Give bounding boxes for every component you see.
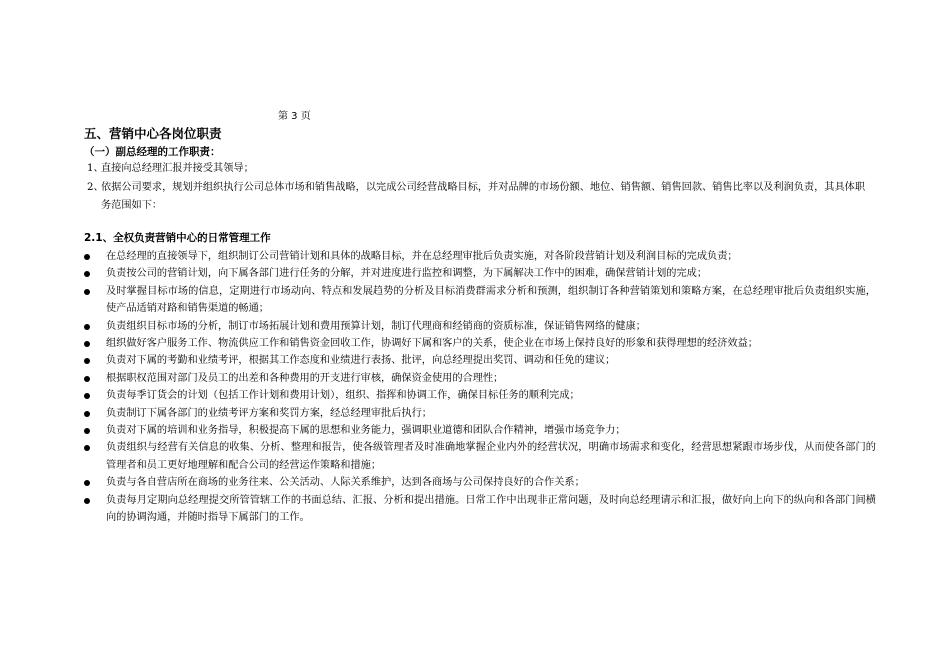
bullet-list xyxy=(84,248,876,527)
subsection-title: （一）副总经理的工作职责： xyxy=(84,146,221,158)
item-text: 直接向总经理汇报并接受其领导； xyxy=(101,163,254,174)
bullet-dot-icon xyxy=(84,341,90,347)
bullet-text: 负责组织目标市场的分析，制订市场拓展计划和费用预算计划，制订代理商和经销商的资质标准，保证销售网络的健康； xyxy=(106,320,646,332)
bullet-item xyxy=(84,422,876,439)
bullet-item xyxy=(84,248,876,265)
numbered-list xyxy=(84,160,874,216)
bullet-dot-icon xyxy=(84,324,90,330)
bullet-dot-icon xyxy=(84,271,90,277)
bullet-text: 在总经理的直接领导下，组织制订公司营销计划和具体的战略目标，并在总经理审批后负责实施，对各阶段营销计划及利润目标的完成负责； xyxy=(106,251,738,262)
bullet-dot-icon xyxy=(84,393,90,399)
bullet-dot-icon xyxy=(84,428,90,434)
bullet-dot-icon xyxy=(84,358,90,364)
bullet-text: 负责对下属的考勤和业绩考评，根据其工作态度和业绩进行表扬、批评，向总经理提出奖罚、调动和任免的建议； xyxy=(106,355,616,367)
numbered-item xyxy=(84,160,874,179)
bullet-dot-icon xyxy=(84,480,90,486)
bullet-item xyxy=(84,318,876,335)
bullet-text: 负责组织与经营有关信息的收集、分析、整理和报告，使各级管理者及时准确地掌握企业内外的经营状况，明确市场需求和变化，经营思想紧跟市场步伐，从而使各部门的管理者和员工更好地理解和配合公司的经营运作策略和措施； xyxy=(106,442,876,471)
bullet-text: 负责与各自营店所在商场的业务往来、公关活动、人际关系维护，达到各商场与公司保持良好的合作关系； xyxy=(106,477,585,489)
bullet-item xyxy=(84,352,876,369)
bullet-item xyxy=(84,370,876,387)
bullet-item xyxy=(84,439,876,474)
bullet-item xyxy=(84,265,876,282)
bullet-item xyxy=(84,283,876,318)
page-number: 第 3 页 xyxy=(278,111,311,122)
bullet-text: 负责制订下属各部门的业绩考评方案和奖罚方案，经总经理审批后执行； xyxy=(106,407,432,419)
bullet-text: 负责每月定期向总经理提交所管管辖工作的书面总结、汇报、分析和提出措施。日常工作中出现非正常问题，及时向总经理请示和汇报，做好向上向下的纵向和各部门间横向的协调沟通，并随时指导下属部门的工作。 xyxy=(106,494,876,524)
bullet-dot-icon xyxy=(84,411,90,417)
bullet-text: 根据职权范围对部门及员工的出差和各种费用的开支进行审核，确保资金使用的合理性； xyxy=(106,372,504,384)
sub-heading: 2.1、全权负责营销中心的日常管理工作 xyxy=(84,232,271,244)
item-number: 1、 xyxy=(87,163,104,174)
numbered-item xyxy=(84,179,874,216)
bullet-item xyxy=(84,474,876,491)
bullet-text: 负责按公司的营销计划，向下属各部门进行任务的分解，并对进度进行监控和调整，为下属解决工作中的困难，确保营销计划的完成； xyxy=(106,268,708,280)
bullet-text: 负责每季订货会的计划（包括工作计划和费用计划），组织、指挥和协调工作，确保目标任务的顺利完成； xyxy=(106,390,580,402)
bullet-item xyxy=(84,387,876,404)
bullet-dot-icon xyxy=(84,376,90,382)
item-number: 2、 xyxy=(87,181,104,193)
bullet-dot-icon xyxy=(84,289,90,295)
item-text: 依据公司要求，规划并组织执行公司总体市场和销售战略，以完成公司经营战略目标，并对品牌的市场份额、地位、销售额、销售回款、销售比率以及利润负责，其具体职务范围如下： xyxy=(101,181,866,211)
bullet-dot-icon xyxy=(84,254,90,260)
bullet-text: 及时掌握目标市场的信息，定期进行市场动向、特点和发展趋势的分析及目标消费群需求分析和预测，组织制订各种营销策划和策略方案，在总经理审批后负责组织实施，使产品适销对路和销售渠道的畅通； xyxy=(106,285,876,315)
bullet-dot-icon xyxy=(84,445,90,451)
bullet-dot-icon xyxy=(84,498,90,504)
section-title: 五、营销中心各岗位职责 xyxy=(84,126,222,141)
bullet-item xyxy=(84,405,876,422)
bullet-item xyxy=(84,492,876,527)
bullet-item xyxy=(84,335,876,352)
bullet-text: 负责对下属的培训和业务指导，积极提高下属的思想和业务能力，强调职业道德和团队合作精神，增强市场竞争力； xyxy=(106,425,626,437)
bullet-text: 组织做好客户服务工作、物流供应工作和销售资金回收工作，协调好下属和客户的关系，使企业在市场上保持良好的形象和获得理想的经济效益； xyxy=(106,338,758,350)
